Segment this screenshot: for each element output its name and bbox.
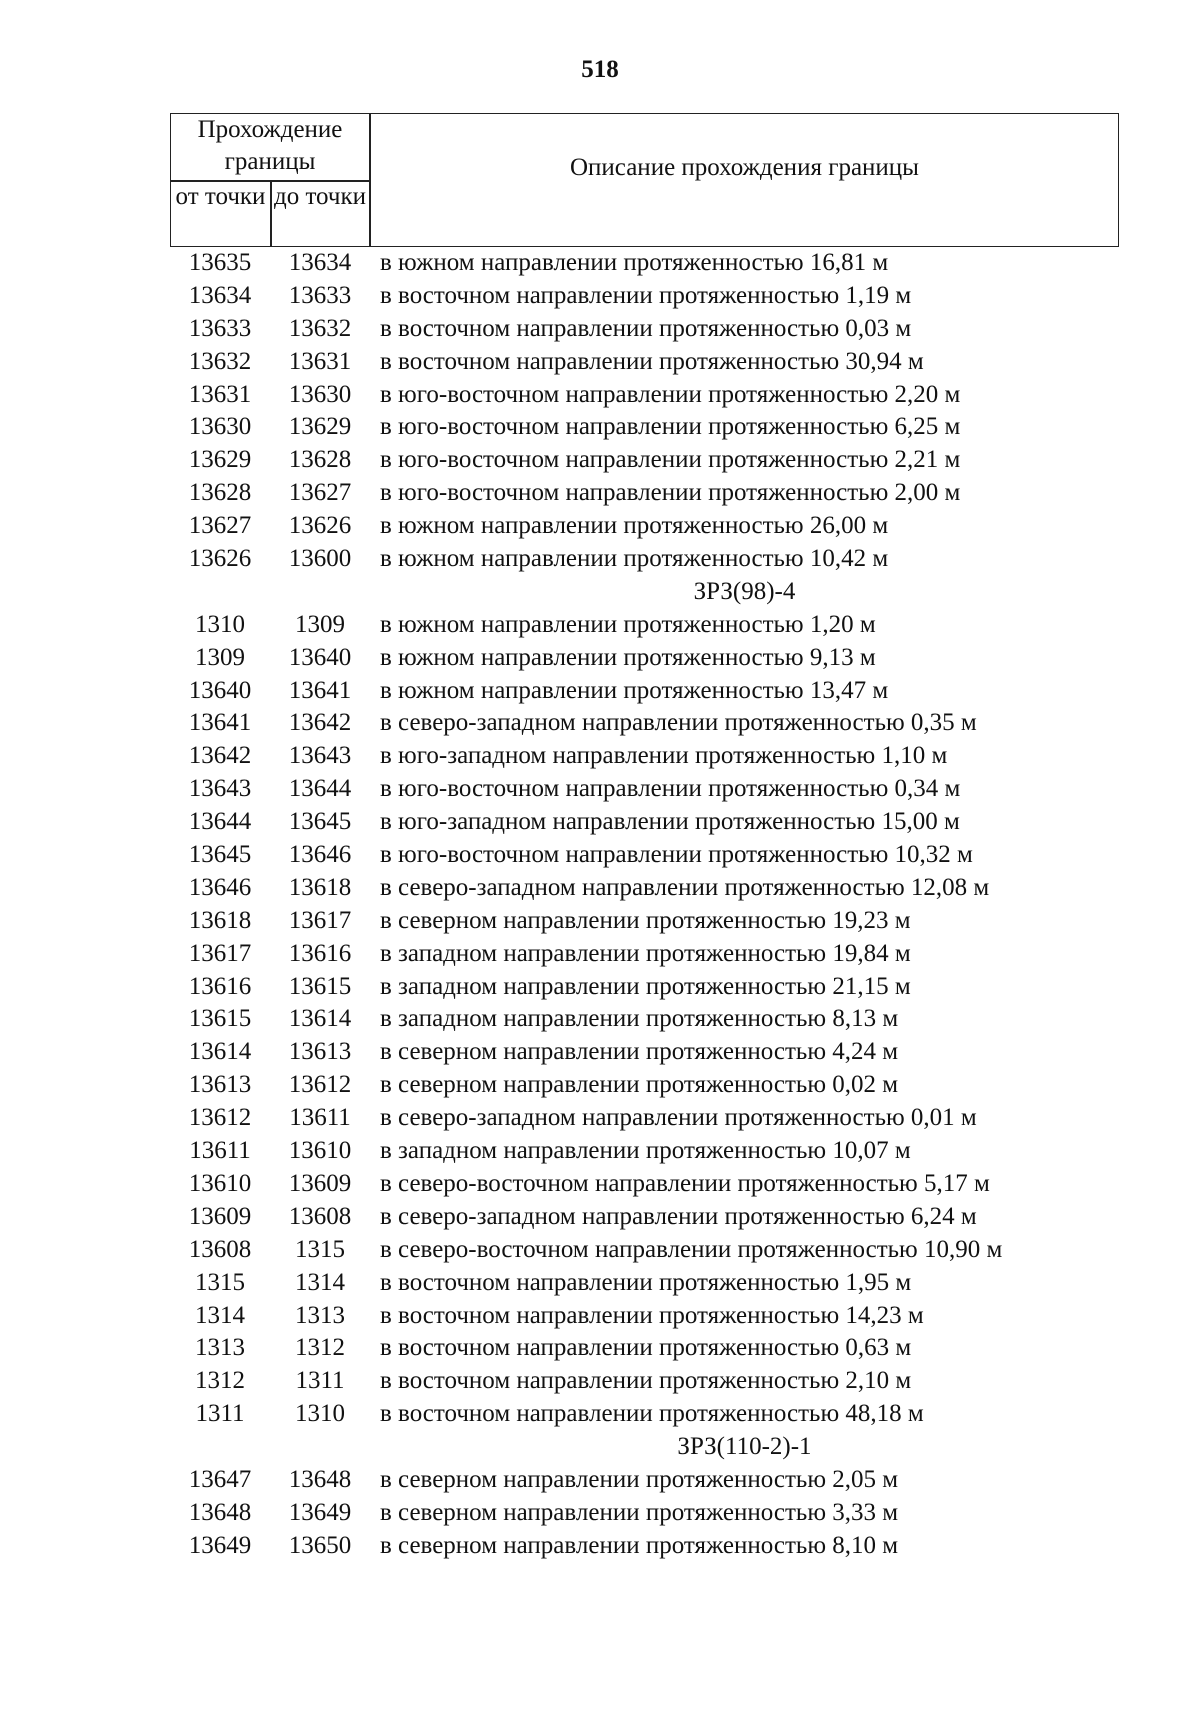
to-point: 13631 <box>288 347 352 375</box>
header-from-label: от точки <box>175 183 266 210</box>
row-description: в восточном направлении протяженностью 0,03 м <box>380 314 912 342</box>
table-row <box>0 1201 1200 1234</box>
table-row <box>0 379 1200 412</box>
row-description: в южном направлении протяженностью 16,81 м <box>380 249 889 276</box>
to-point: 13627 <box>288 479 352 507</box>
row-description: в восточном направлении протяженностью 30,94 м <box>380 347 924 375</box>
table-row <box>0 707 1200 740</box>
table-row <box>0 740 1200 773</box>
table-row <box>0 1135 1200 1168</box>
from-point: 13610 <box>188 1169 252 1197</box>
row-description: в восточном направлении протяженностью 2,10 м <box>380 1367 912 1395</box>
table-row <box>0 313 1200 346</box>
to-point: 13644 <box>288 775 352 803</box>
table-row <box>0 543 1200 576</box>
to-point: 13612 <box>288 1071 352 1099</box>
row-description: в северо-западном направлении протяженностью 6,24 м <box>380 1202 977 1230</box>
row-description: в юго-западном направлении протяженностью 15,00 м <box>380 808 960 836</box>
table-row <box>0 346 1200 379</box>
row-description: в северном направлении протяженностью 0,02 м <box>380 1071 899 1099</box>
row-description: в северо-восточном направлении протяженностью 10,90 м <box>380 1235 1003 1263</box>
from-point: 13631 <box>188 380 252 408</box>
table-row <box>0 1036 1200 1069</box>
table-row <box>0 773 1200 806</box>
from-point: 13608 <box>188 1235 252 1263</box>
from-point: 13614 <box>188 1038 252 1066</box>
to-point: 13608 <box>288 1202 352 1230</box>
table-row <box>0 1300 1200 1333</box>
table-row <box>0 510 1200 543</box>
row-description: в южном направлении протяженностью 1,20 м <box>380 610 876 638</box>
header-description-label: Описание прохождения границы <box>570 154 919 181</box>
table-row <box>0 1234 1200 1267</box>
to-point: 13648 <box>288 1465 352 1493</box>
from-point: 13616 <box>188 972 252 1000</box>
table-row <box>0 1365 1200 1398</box>
from-point: 13613 <box>188 1071 252 1099</box>
section-heading <box>0 1431 1200 1464</box>
header-passage-label: Прохождение границы <box>197 116 343 175</box>
table-row <box>0 280 1200 313</box>
to-point: 13641 <box>288 676 352 704</box>
section-label: ЗРЗ(98)-4 <box>693 577 796 605</box>
table-row <box>0 1102 1200 1135</box>
to-point: 1311 <box>295 1367 345 1395</box>
row-description: в юго-западном направлении протяженностью 1,10 м <box>380 742 948 770</box>
to-point: 13643 <box>288 742 352 770</box>
from-point: 13611 <box>189 1137 251 1165</box>
from-point: 13646 <box>188 873 252 901</box>
from-point: 1312 <box>195 1367 245 1395</box>
row-description: в восточном направлении протяженностью 14,23 м <box>380 1301 924 1329</box>
table-row <box>0 477 1200 510</box>
row-description: в западном направлении протяженностью 19,84 м <box>380 939 911 967</box>
row-description: в северо-западном направлении протяженностью 0,35 м <box>380 709 977 737</box>
table-row <box>0 938 1200 971</box>
from-point: 13632 <box>188 347 252 375</box>
to-point: 13618 <box>288 873 352 901</box>
to-point: 13632 <box>288 314 352 342</box>
table-header <box>170 113 1119 247</box>
boundary-rows <box>0 247 1200 1563</box>
row-description: в юго-восточном направлении протяженностью 6,25 м <box>380 413 961 441</box>
row-description: в северо-восточном направлении протяженностью 5,17 м <box>380 1169 990 1197</box>
to-point: 13640 <box>288 643 352 671</box>
table-row <box>0 905 1200 938</box>
from-point: 13640 <box>188 676 252 704</box>
to-point: 13642 <box>288 709 352 737</box>
row-description: в северо-западном направлении протяженностью 0,01 м <box>380 1104 977 1132</box>
table-row <box>0 1332 1200 1365</box>
table-row <box>0 1267 1200 1300</box>
table-row <box>0 411 1200 444</box>
row-description: в южном направлении протяженностью 9,13 м <box>380 643 876 671</box>
from-point: 13641 <box>188 709 252 737</box>
table-row <box>0 642 1200 675</box>
to-point: 1313 <box>295 1301 345 1329</box>
to-point: 13633 <box>288 281 352 309</box>
row-description: в юго-восточном направлении протяженностью 10,32 м <box>380 841 973 869</box>
table-row <box>0 675 1200 708</box>
from-point: 13644 <box>188 808 252 836</box>
table-row <box>0 1003 1200 1036</box>
row-description: в южном направлении протяженностью 26,00 м <box>380 512 889 540</box>
from-point: 13633 <box>188 314 252 342</box>
to-point: 13626 <box>288 512 352 540</box>
to-point: 13615 <box>288 972 352 1000</box>
row-description: в западном направлении протяженностью 21,15 м <box>380 972 911 1000</box>
to-point: 13650 <box>288 1531 352 1559</box>
to-point: 13610 <box>288 1137 352 1165</box>
to-point: 13600 <box>288 545 352 573</box>
from-point: 13648 <box>188 1498 252 1526</box>
table-row <box>0 247 1200 280</box>
from-point: 1311 <box>195 1400 245 1428</box>
to-point: 1315 <box>295 1235 345 1263</box>
row-description: в западном направлении протяженностью 10,07 м <box>380 1137 911 1165</box>
row-description: в восточном направлении протяженностью 1,19 м <box>380 281 912 309</box>
row-description: в северо-западном направлении протяженностью 12,08 м <box>380 873 990 901</box>
to-point: 1312 <box>295 1334 345 1362</box>
from-point: 1310 <box>195 610 245 638</box>
row-description: в южном направлении протяженностью 10,42 м <box>380 545 889 573</box>
from-point: 1313 <box>195 1334 245 1362</box>
table-row <box>0 1168 1200 1201</box>
to-point: 13628 <box>288 446 352 474</box>
from-point: 1315 <box>195 1268 245 1296</box>
to-point: 1309 <box>295 610 345 638</box>
to-point: 13630 <box>288 380 352 408</box>
header-to-label: до точки <box>273 183 367 210</box>
row-description: в юго-восточном направлении протяженностью 0,34 м <box>380 775 961 803</box>
to-point: 13609 <box>288 1169 352 1197</box>
from-point: 13609 <box>188 1202 252 1230</box>
to-point: 1310 <box>295 1400 345 1428</box>
to-point: 13616 <box>288 939 352 967</box>
from-point: 13629 <box>188 446 252 474</box>
from-point: 1314 <box>195 1301 245 1329</box>
from-point: 13630 <box>188 413 252 441</box>
from-point: 13615 <box>188 1005 252 1033</box>
row-description: в северном направлении протяженностью 3,33 м <box>380 1498 899 1526</box>
section-heading <box>0 576 1200 609</box>
from-point: 13617 <box>188 939 252 967</box>
to-point: 13646 <box>288 841 352 869</box>
row-description: в северном направлении протяженностью 19,23 м <box>380 906 911 934</box>
page-number: 518 <box>581 56 619 83</box>
to-point: 1314 <box>295 1268 345 1296</box>
from-point: 13642 <box>188 742 252 770</box>
from-point: 1309 <box>195 643 245 671</box>
to-point: 13614 <box>288 1005 352 1033</box>
to-point: 13634 <box>288 249 352 276</box>
from-point: 13618 <box>188 906 252 934</box>
row-description: в северном направлении протяженностью 2,05 м <box>380 1465 899 1493</box>
row-description: в юго-восточном направлении протяженностью 2,21 м <box>380 446 961 474</box>
row-description: в восточном направлении протяженностью 0,63 м <box>380 1334 912 1362</box>
table-row <box>0 609 1200 642</box>
from-point: 13645 <box>188 841 252 869</box>
to-point: 13613 <box>288 1038 352 1066</box>
table-row <box>0 971 1200 1004</box>
row-description: в западном направлении протяженностью 8,13 м <box>380 1005 899 1033</box>
table-row <box>0 1464 1200 1497</box>
from-point: 13647 <box>188 1465 252 1493</box>
row-description: в юго-восточном направлении протяженностью 2,20 м <box>380 380 961 408</box>
to-point: 13611 <box>289 1104 351 1132</box>
row-description: в восточном направлении протяженностью 1,95 м <box>380 1268 912 1296</box>
from-point: 13628 <box>188 479 252 507</box>
table-row <box>0 839 1200 872</box>
table-row <box>0 444 1200 477</box>
from-point: 13626 <box>188 545 252 573</box>
from-point: 13612 <box>188 1104 252 1132</box>
from-point: 13627 <box>188 512 252 540</box>
table-row <box>0 806 1200 839</box>
from-point: 13634 <box>188 281 252 309</box>
table-row <box>0 1530 1200 1563</box>
row-description: в юго-восточном направлении протяженностью 2,00 м <box>380 479 961 507</box>
row-description: в южном направлении протяженностью 13,47 м <box>380 676 889 704</box>
row-description: в восточном направлении протяженностью 48,18 м <box>380 1400 924 1428</box>
table-row <box>0 1398 1200 1431</box>
to-point: 13649 <box>288 1498 352 1526</box>
to-point: 13617 <box>288 906 352 934</box>
from-point: 13643 <box>188 775 252 803</box>
table-row <box>0 1069 1200 1102</box>
table-row <box>0 872 1200 905</box>
row-description: в северном направлении протяженностью 4,24 м <box>380 1038 899 1066</box>
from-point: 13635 <box>188 249 252 276</box>
section-label: ЗРЗ(110-2)-1 <box>677 1433 812 1461</box>
to-point: 13645 <box>288 808 352 836</box>
to-point: 13629 <box>288 413 352 441</box>
table-row <box>0 1497 1200 1530</box>
from-point: 13649 <box>188 1531 252 1559</box>
row-description: в северном направлении протяженностью 8,10 м <box>380 1531 899 1559</box>
